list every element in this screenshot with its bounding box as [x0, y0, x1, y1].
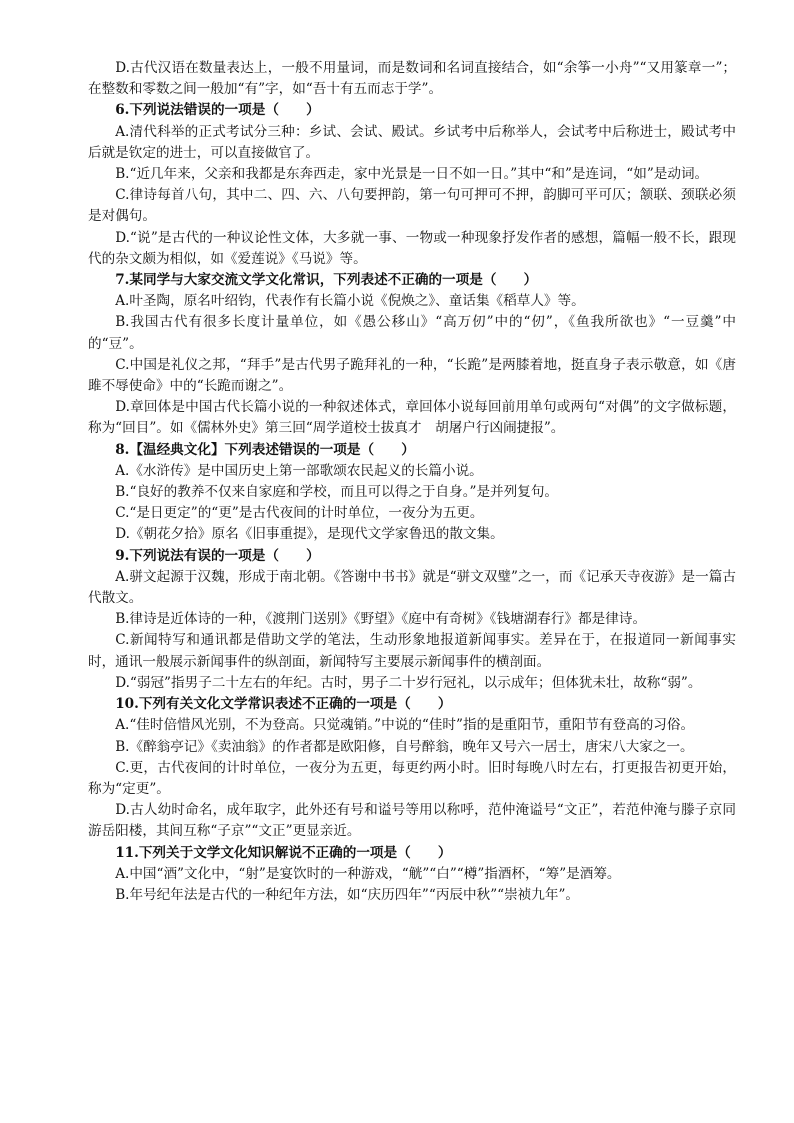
q6-option-b: B.“近几年来，父亲和我都是东奔西走，家中光景是一日不如一日。”其中“和”是连词，“如”是动词。 [115, 166, 709, 183]
paragraph-d5: D.古代汉语在数量表达上，一般不用量词，而是数词和名词直接结合，如“余筝一小舟”“又用篆章一”；在整数和零数之间一般加“有”字，如“吾十有五而志于学”。 [88, 60, 736, 98]
question-8: 8.【温经典文化】下列表述错误的一项是（ ） [115, 441, 415, 458]
question-7: 7.某同学与大家交流文学文化常识，下列表述不正确的一项是（ ） [115, 272, 538, 289]
q10-option-d: D.古人幼时命名，成年取字，此外还有号和谥号等用以称呼，范仲淹谥号“文正”，若范仲淹与滕子京同游岳阳楼，其间互称“子京”“文正”更显亲近。 [88, 802, 736, 840]
q10-option-c: C.更，古代夜间的计时单位，一夜分为五更，每更约两小时。旧时每晚八时左右，打更报告初更开始，称为“定更”。 [88, 759, 736, 797]
q10-option-a: A.“佳时倍惜风光别，不为登高。只觉魂销。”中说的“佳时”指的是重阳节，重阳节有登高的习俗。 [115, 717, 695, 734]
question-11: 11.下列关于文学文化知识解说不正确的一项是（ ） [115, 844, 452, 861]
q8-option-b: B.“良好的教养不仅来自家庭和学校，而且可以得之于自身。”是并列复句。 [115, 484, 559, 501]
q9-option-c: C.新闻特写和通讯都是借助文学的笔法，生动形象地报道新闻事实。差异在于，在报道同一新闻事实时，通讯一般展示新闻事件的纵剖面，新闻特写主要展示新闻事件的横剖面。 [88, 632, 736, 670]
question-6: 6.下列说法错误的一项是（ ） [115, 102, 320, 119]
q7-option-a: A.叶圣陶，原名叶绍钧，代表作有长篇小说《倪焕之》、童话集《稻草人》等。 [115, 293, 585, 310]
q11-option-b: B.年号纪年法是古代的一种纪年方法，如“庆历四年”“丙辰中秋”“崇祯九年”。 [115, 886, 580, 903]
q7-option-b: B.我国古代有很多长度计量单位，如《愚公移山》“高万仞”中的“仞”，《鱼我所欲也》“一豆羹”中的“豆”。 [88, 314, 736, 352]
q6-option-d: D.“说”是古代的一种议论性文体，大多就一事、一物或一种现象抒发作者的感想，篇幅一般不长，跟现代的杂文颇为相似，如《爱莲说》《马说》等。 [88, 229, 736, 267]
q9-option-a: A.骈文起源于汉魏，形成于南北朝。《答谢中书书》就是“骈文双璧”之一，而《记承天寺夜游》是一篇古代散文。 [88, 568, 736, 607]
q8-option-c: C.“是日更定”的“更”是古代夜间的计时单位，一夜分为五更。 [115, 505, 484, 522]
q7-option-d: D.章回体是中国古代长篇小说的一种叙述体式，章回体小说每回前用单句或两句“对偶”的文字做标题，称为“回目”。如《儒林外史》第三回“周学道校士拔真才 胡屠户行凶闹捷报”。 [88, 399, 736, 437]
q11-option-a: A.中国“酒”文化中，“射”是宴饮时的一种游戏，“觥”“白”“樽”指酒杯，“筹”是酒筹。 [115, 865, 621, 882]
q8-option-d: D.《朝花夕拾》原名《旧事重提》，是现代文学家鲁迅的散文集。 [115, 526, 504, 543]
q6-option-a: A.清代科举的正式考试分三种：乡试、会试、殿试。乡试考中后称举人，会试考中后称进士，殿试考中后就是钦定的进士，可以直接做官了。 [88, 123, 736, 161]
q7-option-c: C.中国是礼仪之邦，“拜手”是古代男子跪拜礼的一种，“长跪”是两膝着地，挺直身子表示敬意，如《唐雎不辱使命》中的“长跪而谢之”。 [88, 356, 736, 395]
document-page [88, 58, 736, 906]
question-9: 9.下列说法有误的一项是（ ） [115, 547, 320, 564]
q9-option-d: D.“弱冠”指男子二十左右的年纪。古时，男子二十岁行冠礼，以示成年；但体犹未壮，故称“弱”。 [115, 674, 702, 691]
q9-option-b: B.律诗是近体诗的一种，《渡荆门送别》《野望》《庭中有奇树》《钱塘湖春行》都是律诗。 [115, 611, 647, 628]
q8-option-a: A.《水浒传》是中国历史上第一部歌颂农民起义的长篇小说。 [115, 462, 483, 479]
q10-option-b: B.《醉翁亭记》《卖油翁》的作者都是欧阳修，自号醉翁，晚年又号六一居士，唐宋八大家之一。 [115, 738, 694, 755]
q6-option-c: C.律诗每首八句，其中二、四、六、八句要押韵，第一句可押可不押，韵脚可平可仄；颔联、颈联必须是对偶句。 [88, 187, 736, 225]
question-10: 10.下列有关文化文学常识表述不正确的一项是（ ） [115, 696, 452, 713]
